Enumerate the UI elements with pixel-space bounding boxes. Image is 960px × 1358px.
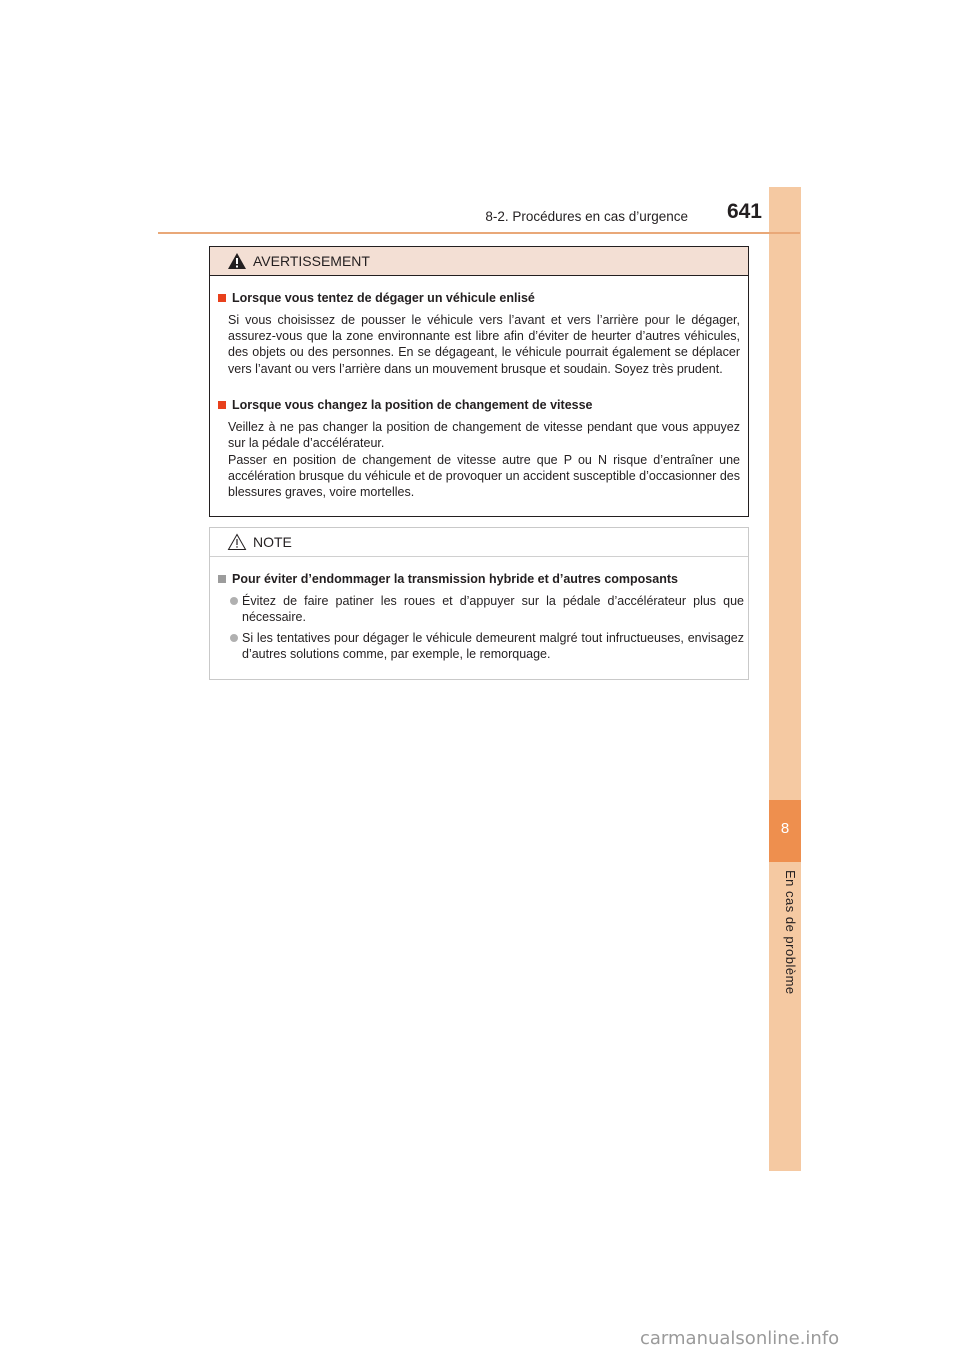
- square-bullet-icon: [218, 575, 226, 583]
- watermark: carmanualsonline.info: [640, 1328, 840, 1349]
- warning-box: [209, 246, 749, 517]
- square-bullet-icon: [218, 401, 226, 409]
- warning-item-paragraph-2a: Veillez à ne pas changer la position de changement de vitesse pendant que vous appuyez sur la pédale d’accélérateur.: [228, 420, 740, 451]
- round-bullet-icon: [230, 597, 238, 605]
- square-bullet-icon: [218, 294, 226, 302]
- warning-triangle-icon: [227, 252, 247, 270]
- warning-item-paragraph-2b: Passer en position de changement de vitesse autre que P ou N risque d’entraîner une accélération brusque du véhicule et de provoquer un accident susceptible d’occasionner des blessures graves, voire mortelles.: [228, 453, 740, 500]
- chapter-side-tab: [769, 187, 801, 1171]
- note-title: NOTE: [253, 534, 292, 550]
- note-heading: Pour éviter d’endommager la transmission hybride et d’autres composants: [218, 572, 678, 586]
- warning-header: [210, 247, 748, 276]
- note-bullet-2: Si les tentatives pour dégager le véhicule demeurent malgré tout infructueuses, envisagez d’autres solutions comme, par exemple, le remorquage.: [230, 630, 744, 662]
- round-bullet-icon: [230, 634, 238, 642]
- chapter-number: 8: [780, 820, 790, 837]
- warning-title: AVERTISSEMENT: [253, 253, 370, 269]
- section-title: 8-2. Procédures en cas d’urgence: [485, 209, 688, 224]
- note-box: [209, 527, 749, 680]
- header-rule: [158, 232, 800, 234]
- note-header: [210, 528, 748, 557]
- page-number: 641: [726, 200, 762, 223]
- warning-item-paragraph-1: Si vous choisissez de pousser le véhicule vers l’avant et vers l’arrière pour le dégager, assurez-vous que la zone environnante est libre afin d’éviter de heurter d’autres véhicules, des objets ou des personnes. En se dégageant, le véhicule pourrait également se déplacer vers l’avant ou vers l’arrière dans un mouvement brusque et soudain. Soyez très prudent.: [228, 313, 740, 376]
- chapter-label: En cas de problème: [783, 870, 798, 995]
- warning-item-heading-2: Lorsque vous changez la position de changement de vitesse: [218, 398, 593, 412]
- caution-triangle-icon: [227, 533, 247, 551]
- note-bullet-1: Évitez de faire patiner les roues et d’appuyer sur la pédale d’accélérateur plus que nécessaire.: [230, 593, 744, 625]
- warning-item-heading-1: Lorsque vous tentez de dégager un véhicule enlisé: [218, 291, 535, 305]
